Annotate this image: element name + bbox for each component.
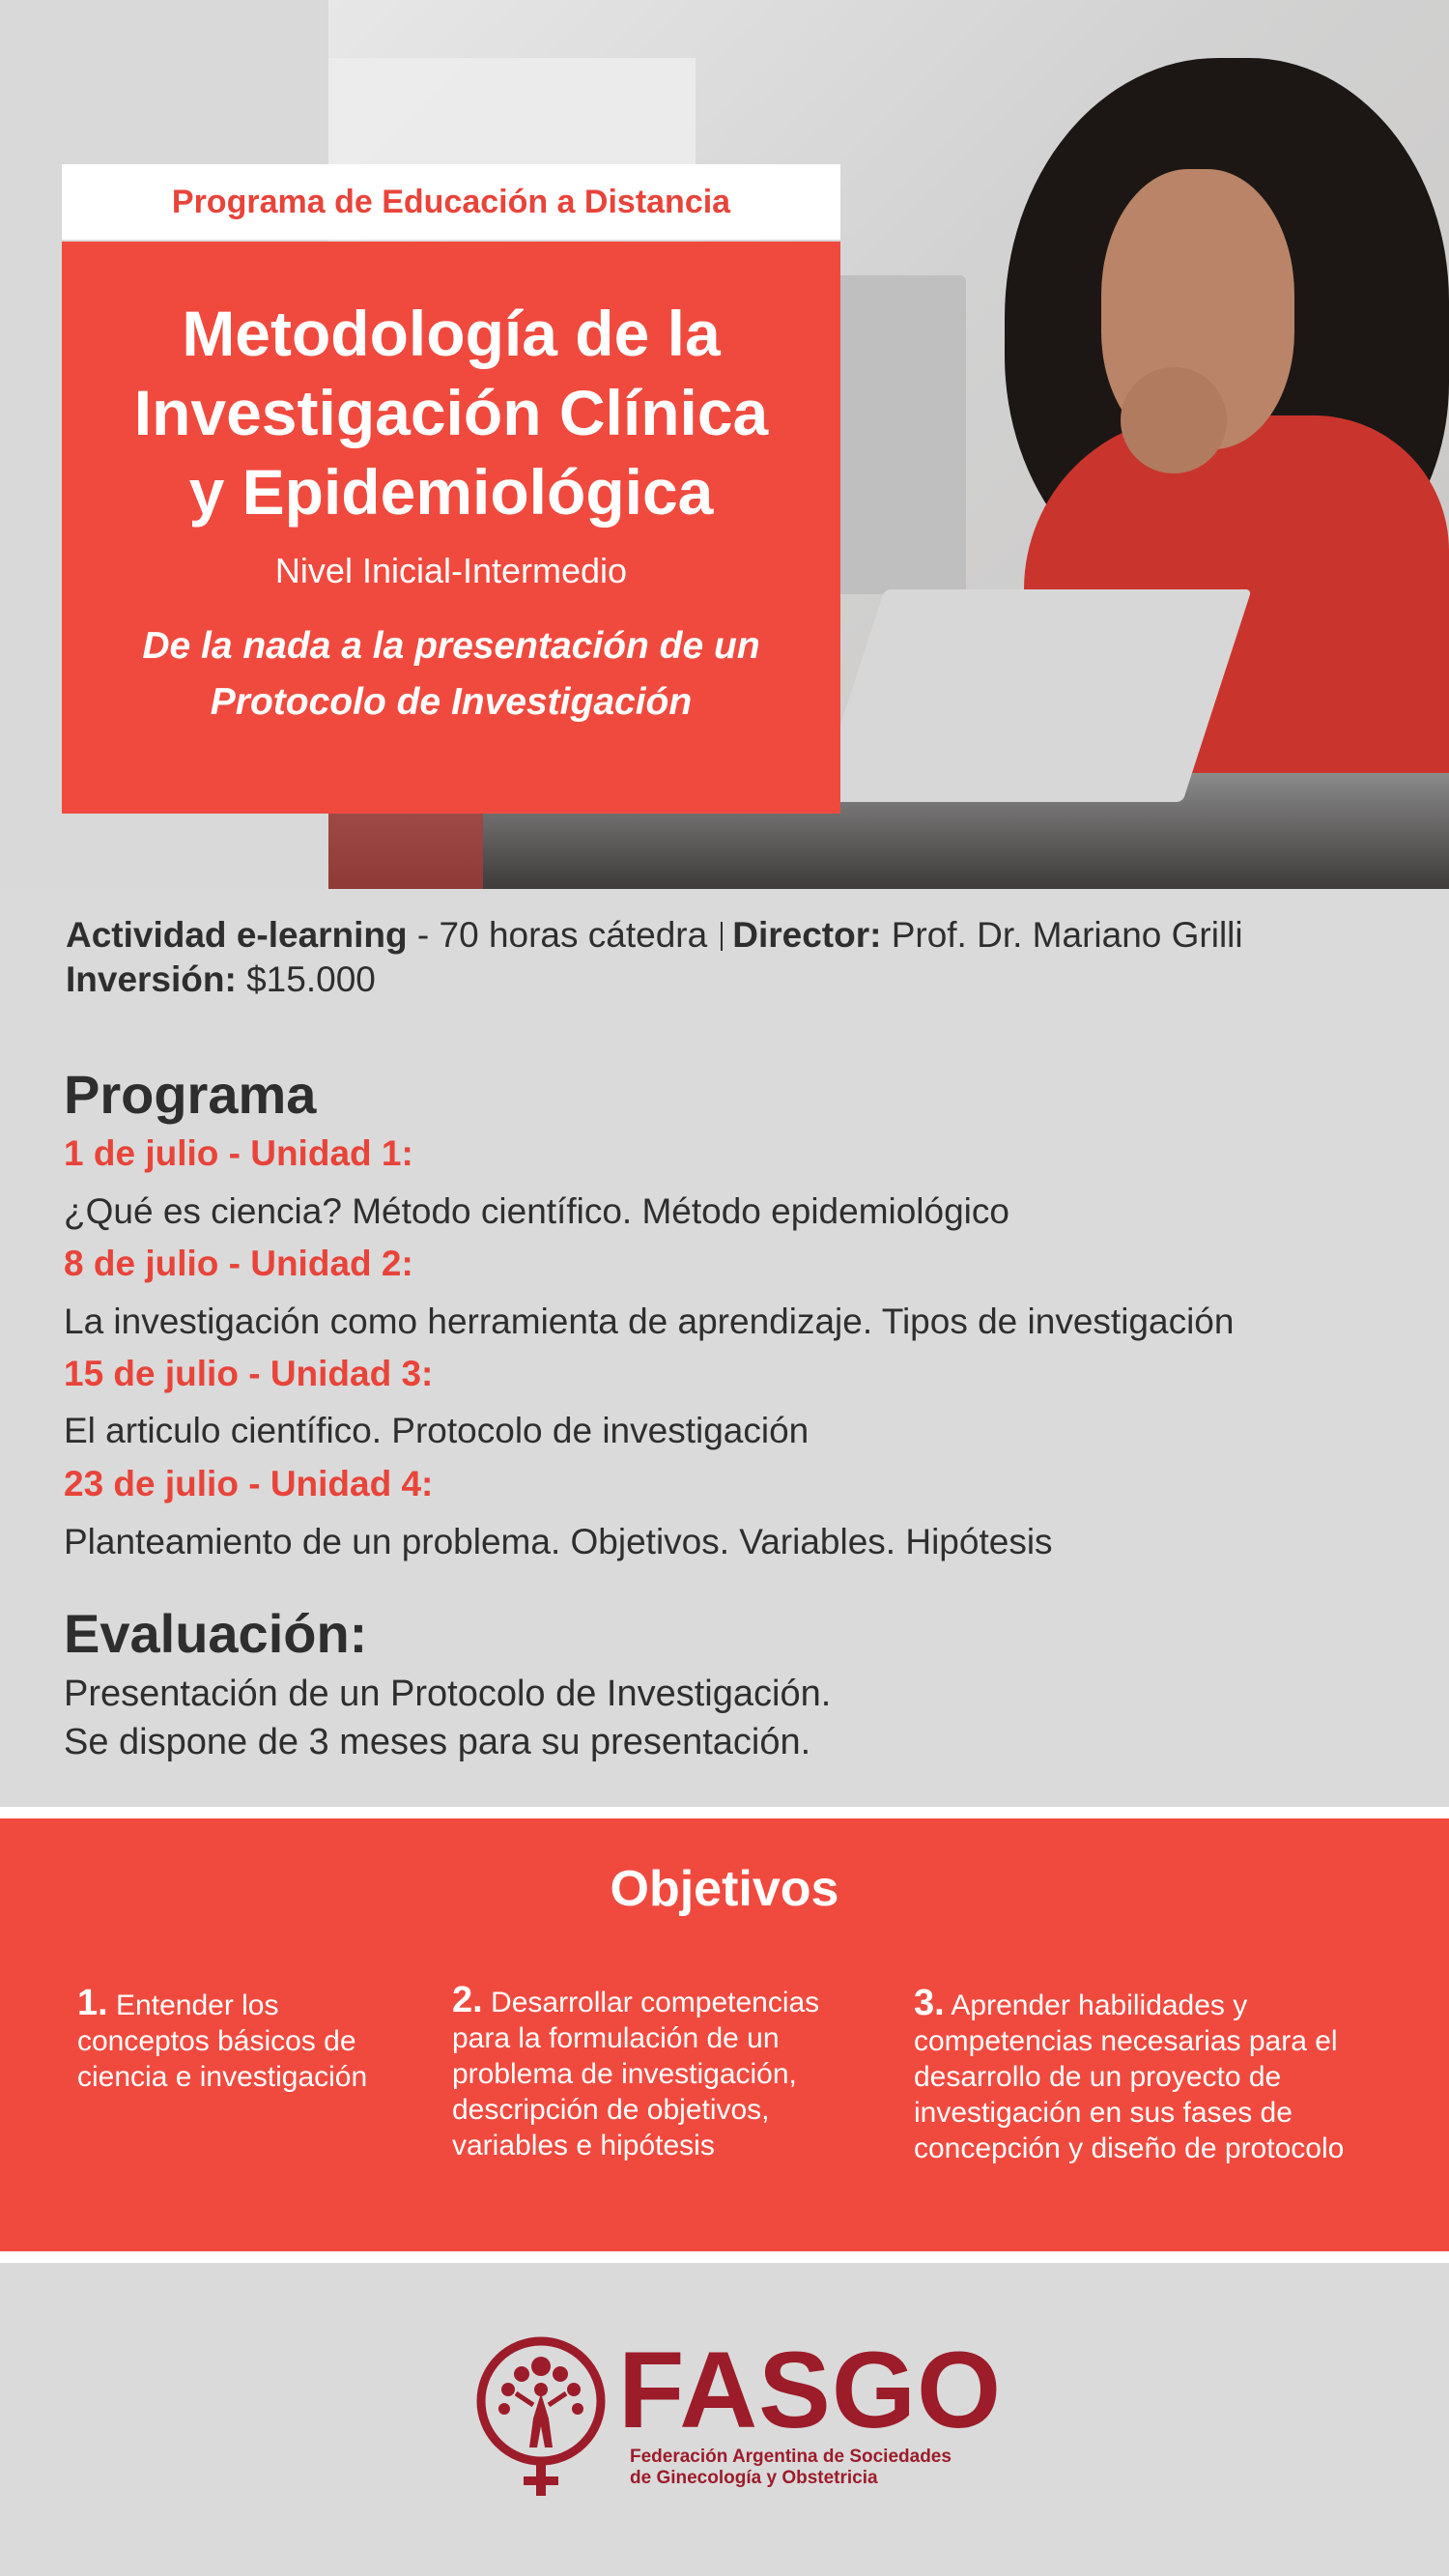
course-title-line: Metodología de la	[182, 298, 721, 369]
fasgo-emblem-icon	[473, 2333, 618, 2498]
objetivo-text: ciencia e investigación	[77, 2061, 368, 2093]
objetivo-text: investigación en sus fases de	[914, 2097, 1293, 2129]
photo-foreground-object	[328, 802, 483, 889]
unit-heading: 8 de julio - Unidad 2:	[64, 1244, 413, 1283]
logo-subtitle-line: de Ginecología y Obstetricia	[630, 2468, 878, 2488]
objetivo-item	[914, 1983, 1435, 2166]
photo-laptop	[815, 589, 1251, 802]
logo-subtitle-line: Federación Argentina de Sociedades	[630, 2447, 952, 2467]
objetivo-text: Desarrollar competencias	[491, 1987, 820, 2018]
tagline-line: De la nada a la presentación de un	[142, 625, 760, 667]
evaluacion-line: Presentación de un Protocolo de Investigación.	[64, 1674, 832, 1714]
course-level: Nivel Inicial-Intermedio	[274, 551, 628, 590]
unit-heading: 1 de julio - Unidad 1:	[64, 1133, 413, 1173]
objetivo-item	[452, 1980, 896, 2163]
divider	[0, 2251, 1449, 2263]
logo-subtitle	[630, 2447, 952, 2489]
unit-description: El articulo científico. Protocolo de investigación	[64, 1411, 810, 1450]
investment-value: $15.000	[246, 959, 376, 999]
objetivo-text: variables e hipótesis	[452, 2130, 715, 2161]
objetivos-heading: Objetivos	[610, 1861, 839, 1917]
course-title	[62, 294, 840, 531]
evaluacion-line: Se dispone de 3 meses para su presentación.	[64, 1722, 811, 1762]
objetivo-text: para la formulación de un	[452, 2022, 780, 2054]
course-title-line: y Epidemiológica	[188, 456, 714, 528]
objetivo-text: Aprender habilidades y	[951, 1989, 1248, 2021]
objetivo-text: descripción de objetivos,	[452, 2094, 770, 2126]
objetivo-text: Entender los	[116, 1989, 279, 2021]
logo-name: FASGO	[618, 2330, 1003, 2450]
director-value: Prof. Dr. Mariano Grilli	[891, 915, 1243, 955]
tagline-line: Protocolo de Investigación	[210, 681, 693, 723]
program-label: Programa de Educación a Distancia	[171, 184, 731, 220]
objetivo-text: problema de investigación,	[452, 2058, 797, 2090]
separator	[721, 922, 723, 951]
divider	[0, 1807, 1449, 1818]
objetivo-number: 3.	[914, 1983, 945, 2023]
unit-description: ¿Qué es ciencia? Método científico. Método epidemiológico	[64, 1191, 1009, 1231]
objetivo-text: desarrollo de un proyecto de	[914, 2061, 1282, 2093]
objetivo-number: 2.	[452, 1980, 483, 2020]
course-tagline	[62, 618, 840, 730]
investment-label: Inversión:	[66, 959, 237, 999]
unit-description: La investigación como herramienta de aprendizaje. Tipos de investigación	[64, 1302, 1235, 1341]
unit-heading: 23 de julio - Unidad 4:	[64, 1464, 434, 1503]
programa-heading: Programa	[64, 1064, 317, 1125]
director-label: Director:	[732, 915, 882, 955]
unit-heading: 15 de julio - Unidad 3:	[64, 1354, 434, 1393]
objetivo-text: conceptos básicos de	[77, 2025, 356, 2057]
course-info	[66, 913, 1243, 1002]
objetivo-text: competencias necesarias para el	[914, 2025, 1338, 2057]
photo-monitor	[831, 275, 966, 594]
objetivo-number: 1.	[77, 1983, 108, 2023]
objetivo-item	[77, 1983, 444, 2095]
photo-person-hand	[1121, 367, 1227, 473]
activity-value: - 70 horas cátedra	[416, 915, 708, 955]
objetivo-text: concepción y diseño de protocolo	[914, 2132, 1345, 2164]
evaluacion-heading: Evaluación:	[64, 1603, 368, 1664]
unit-description: Planteamiento de un problema. Objetivos. Variables. Hipótesis	[64, 1522, 1053, 1561]
activity-label: Actividad e-learning	[66, 915, 408, 955]
course-title-line: Investigación Clínica	[133, 377, 769, 448]
